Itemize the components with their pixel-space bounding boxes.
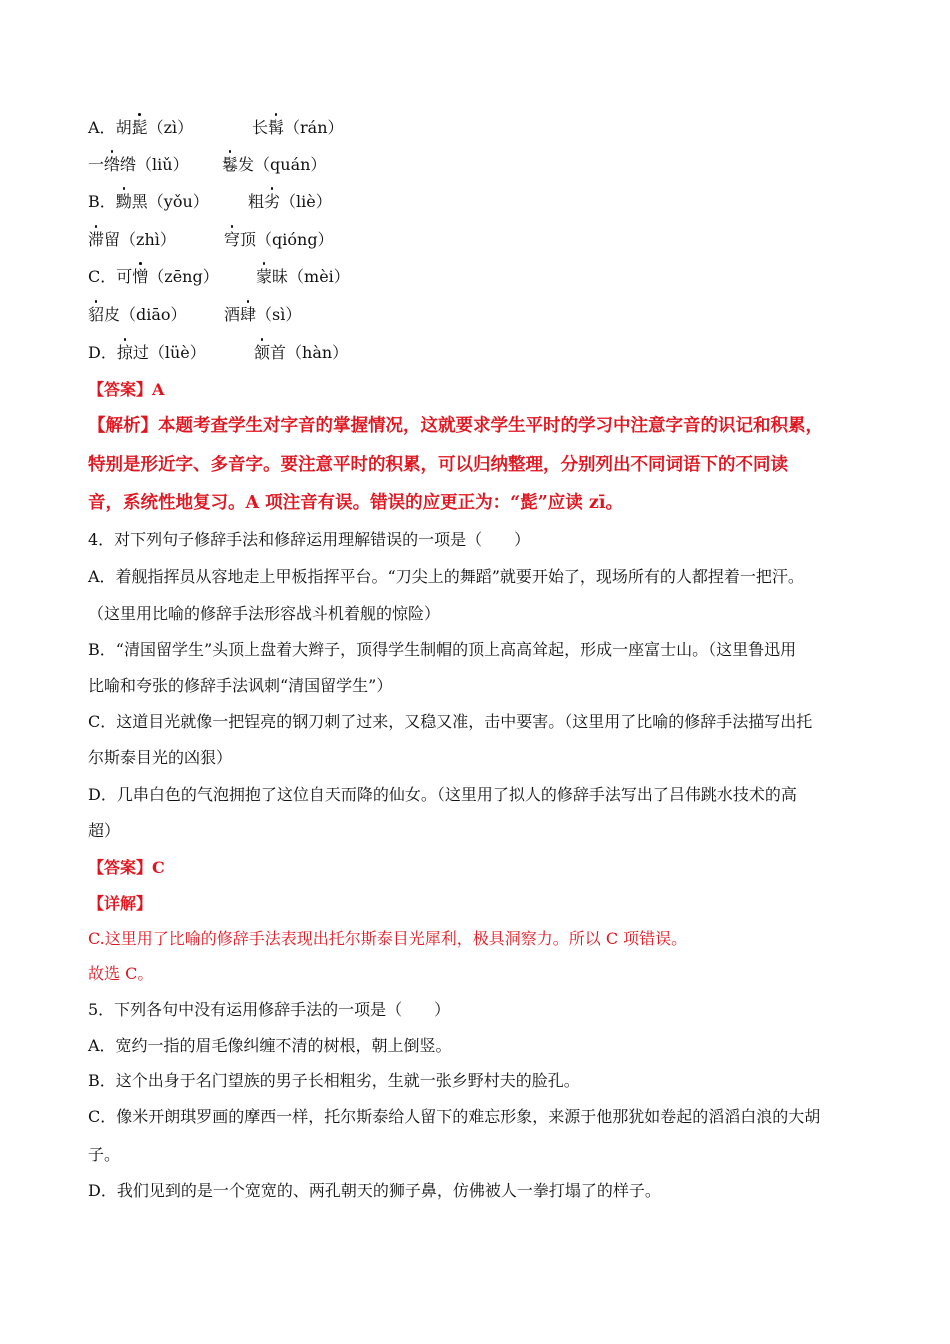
option-c-word2: 蒙昧（mèi）	[256, 267, 350, 286]
option-d-word1: D．掠过（lüè）	[88, 343, 206, 362]
dotted-char: 鬈	[222, 155, 239, 174]
q3-analysis-line2: 特别是形近字、多音字。要注意平时的积累，可以归纳整理，分别列出不同词语下的不同读	[88, 455, 788, 475]
dotted-char: 憎	[132, 267, 149, 286]
dotted-char: 劣	[264, 192, 281, 211]
q5-option-c-line2: 子。	[88, 1145, 121, 1164]
dotted-char: 肆	[240, 305, 257, 324]
dotted-char: 貂	[88, 305, 105, 324]
q4-option-d-line1: D．几串白色的气泡拥抱了这位自天而降的仙女。（这里用了拟人的修辞手法写出了吕伟跳水技术的高	[88, 785, 797, 804]
q5-option-d: D．我们见到的是一个宽宽的、两孔朝天的狮子鼻，仿佛被人一拳打塌了的样子。	[88, 1181, 661, 1200]
option-a-word3: 一绺绺（liǔ）	[88, 155, 189, 174]
q4-option-a-line1: A．着舰指挥员从容地走上甲板指挥平台。“刀尖上的舞蹈”就要开始了，现场所有的人都捏着一把汗。	[88, 567, 804, 586]
option-a-word4: 鬈发（quán）	[222, 155, 327, 174]
dotted-char: 掠	[116, 343, 133, 362]
option-b-word3: 滞留（zhì）	[88, 230, 176, 249]
dotted-char: 蒙	[256, 267, 273, 286]
dotted-char: 髭	[131, 118, 148, 137]
option-c-word4: 酒肆（sì）	[224, 305, 302, 324]
option-c-word1: C．可憎（zēng）	[88, 267, 219, 286]
option-d-word2: 颔首（hàn）	[254, 343, 349, 362]
q4-detail-line2: 故选 C。	[88, 964, 154, 983]
dotted-char: 滞	[88, 230, 105, 249]
q4-option-c-line2: 尔斯泰目光的凶狠）	[88, 748, 233, 767]
option-b-word2: 粗劣（liè）	[248, 192, 332, 211]
q4-option-a-line2: （这里用比喻的修辞手法形容战斗机着舰的惊险）	[88, 604, 441, 623]
q5-option-c-line1: C．像米开朗琪罗画的摩西一样，托尔斯泰给人留下的难忘形象，来源于他那犹如卷起的滔滔白浪的大胡	[88, 1107, 821, 1126]
q4-stem: 4．对下列句子修辞手法和修辞运用理解错误的一项是（ ）	[88, 530, 531, 549]
q4-detail-tag: 【详解】	[88, 894, 153, 913]
q4-option-b-line1: B．“清国留学生”头顶上盘着大辫子，顶得学生制帽的顶上高高耸起，形成一座富士山。（这里鲁迅用	[88, 640, 797, 659]
q3-analysis-line3: 音，系统性地复习。A 项注音有误。错误的应更正为：“髭”应读 zī。	[88, 493, 623, 513]
dotted-char: 颔	[254, 343, 271, 362]
dotted-char: 髯	[268, 118, 285, 137]
dotted-char: 穹	[224, 230, 241, 249]
option-a-word2: 长髯（rán）	[252, 118, 344, 137]
q3-answer: 【答案】A	[88, 380, 165, 399]
option-c-word3: 貂皮（diāo）	[88, 305, 187, 324]
q4-option-b-line2: 比喻和夸张的修辞手法讽刺“清国留学生”）	[88, 676, 393, 695]
q5-option-b: B．这个出身于名门望族的男子长相粗劣，生就一张乡野村夫的脸孔。	[88, 1071, 580, 1090]
q4-option-c-line1: C．这道目光就像一把锃亮的钢刀刺了过来，又稳又准，击中要害。（这里用了比喻的修辞手法描写出托	[88, 712, 813, 731]
q5-stem: 5．下列各句中没有运用修辞手法的一项是（ ）	[88, 1000, 451, 1019]
q5-option-a: A．宽约一指的眉毛像纠缠不清的树根，朝上倒竖。	[88, 1036, 452, 1055]
dotted-char: 黝	[115, 192, 132, 211]
dotted-char: 绺	[104, 155, 121, 174]
q4-answer: 【答案】C	[88, 858, 165, 877]
option-b-word4: 穹顶（qióng）	[224, 230, 334, 249]
option-a-word1: A．胡髭（zì）	[88, 118, 194, 137]
option-b-word1: B．黝黑（yǒu）	[88, 192, 209, 211]
q4-option-d-line2: 超）	[88, 821, 121, 840]
q3-analysis-line1: 【解析】本题考查学生对字音的掌握情况，这就要求学生平时的学习中注意字音的识记和积累，	[88, 416, 823, 436]
q4-detail-line1: C.这里用了比喻的修辞手法表现出托尔斯泰目光犀利，极具洞察力。所以 C 项错误。	[88, 929, 688, 948]
